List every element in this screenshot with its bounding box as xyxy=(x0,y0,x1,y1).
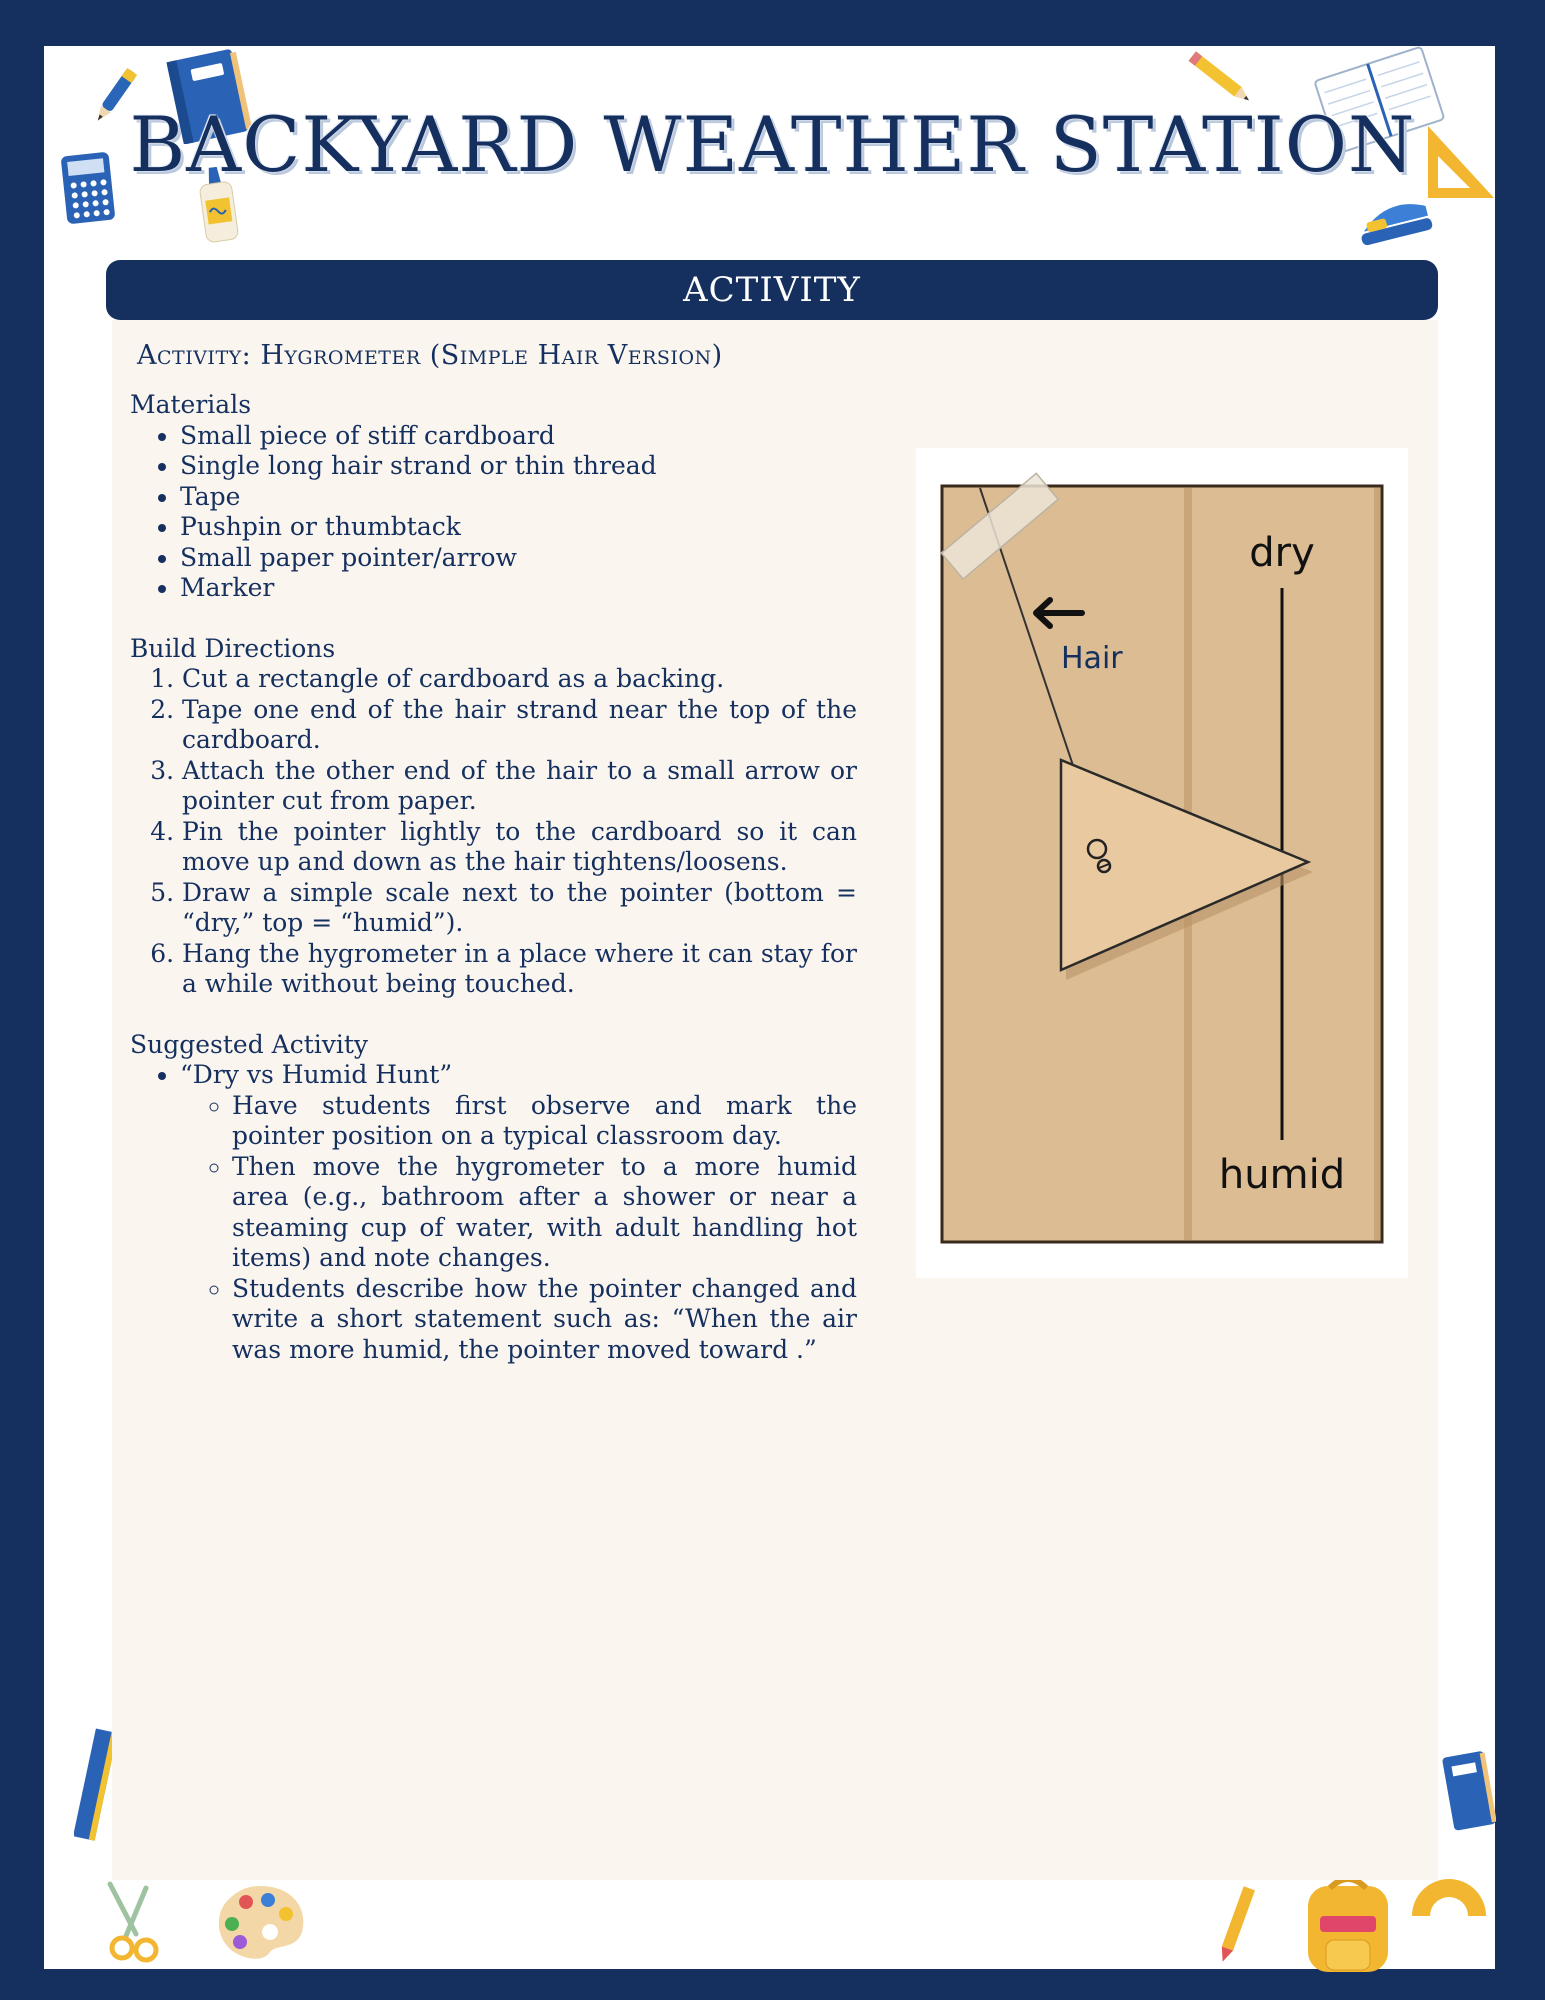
materials-list xyxy=(130,421,857,604)
list-item xyxy=(180,1060,857,1365)
build-heading: Build Directions xyxy=(130,633,336,663)
hygrometer-diagram xyxy=(916,448,1408,1278)
list-item: • Marker xyxy=(180,573,857,604)
materials-heading: Materials xyxy=(130,390,252,419)
step-item: 6. Hang the hygrometer in a place where it can stay for a while without being touched. xyxy=(182,939,857,1000)
suggested-heading: Suggested Activity xyxy=(130,1029,369,1059)
sub-item: ◦ Have students first observe and mark the pointer position on a typical classroom day. xyxy=(232,1091,857,1152)
list-item: • Pushpin or thumbtack xyxy=(180,512,857,543)
section-banner: ACTIVITY xyxy=(106,260,1438,320)
step-item: 5. Draw a simple scale next to the pointer (bottom = “dry,” top = “humid”). xyxy=(182,878,857,939)
list-item: • Tape xyxy=(180,482,857,513)
step-item: 1. Cut a rectangle of cardboard as a backing. xyxy=(182,664,857,695)
page-title: BACKYARD WEATHER STATION xyxy=(129,100,1416,189)
step-item: 3. Attach the other end of the hair to a small arrow or pointer cut from paper. xyxy=(182,756,857,817)
dry-label: dry xyxy=(1249,530,1315,576)
list-item: • Small paper pointer/arrow xyxy=(180,543,857,574)
build-steps xyxy=(130,664,857,1000)
pencil-small-icon xyxy=(1216,1880,1256,1970)
paint-palette-icon xyxy=(210,1880,310,1964)
stapler-icon xyxy=(1352,190,1436,250)
suggested-sublist xyxy=(180,1091,857,1366)
step-item: 2. Tape one end of the hair strand near the top of the cardboard. xyxy=(182,695,857,756)
suggested-list xyxy=(130,1060,857,1365)
humid-label: humid xyxy=(1218,1152,1346,1198)
scissors-icon xyxy=(96,1878,166,1968)
list-item: • Small piece of stiff cardboard xyxy=(180,421,857,452)
sub-item: ◦ Students describe how the pointer changed and write a short statement such as: “When the air was more humid, the pointer moved toward .” xyxy=(232,1274,857,1366)
sub-item: ◦ Then move the hygrometer to a more humid area (e.g., bathroom after a shower or near a steaming cup of water, with adult handling hot items) and note changes. xyxy=(232,1152,857,1274)
list-item: • Single long hair strand or thin thread xyxy=(180,451,857,482)
hair-label: Hair xyxy=(1061,641,1123,676)
backpack-icon xyxy=(1290,1876,1410,1972)
text-column xyxy=(130,390,857,1365)
suggested-item-title: “Dry vs Humid Hunt” xyxy=(180,1060,453,1089)
book-icon xyxy=(1440,1748,1496,1834)
step-item: 4. Pin the pointer lightly to the cardboard so it can move up and down as the hair tightens/loosens. xyxy=(182,817,857,878)
activity-title: Activity: Hygrometer (Simple Hair Version) xyxy=(137,340,723,371)
